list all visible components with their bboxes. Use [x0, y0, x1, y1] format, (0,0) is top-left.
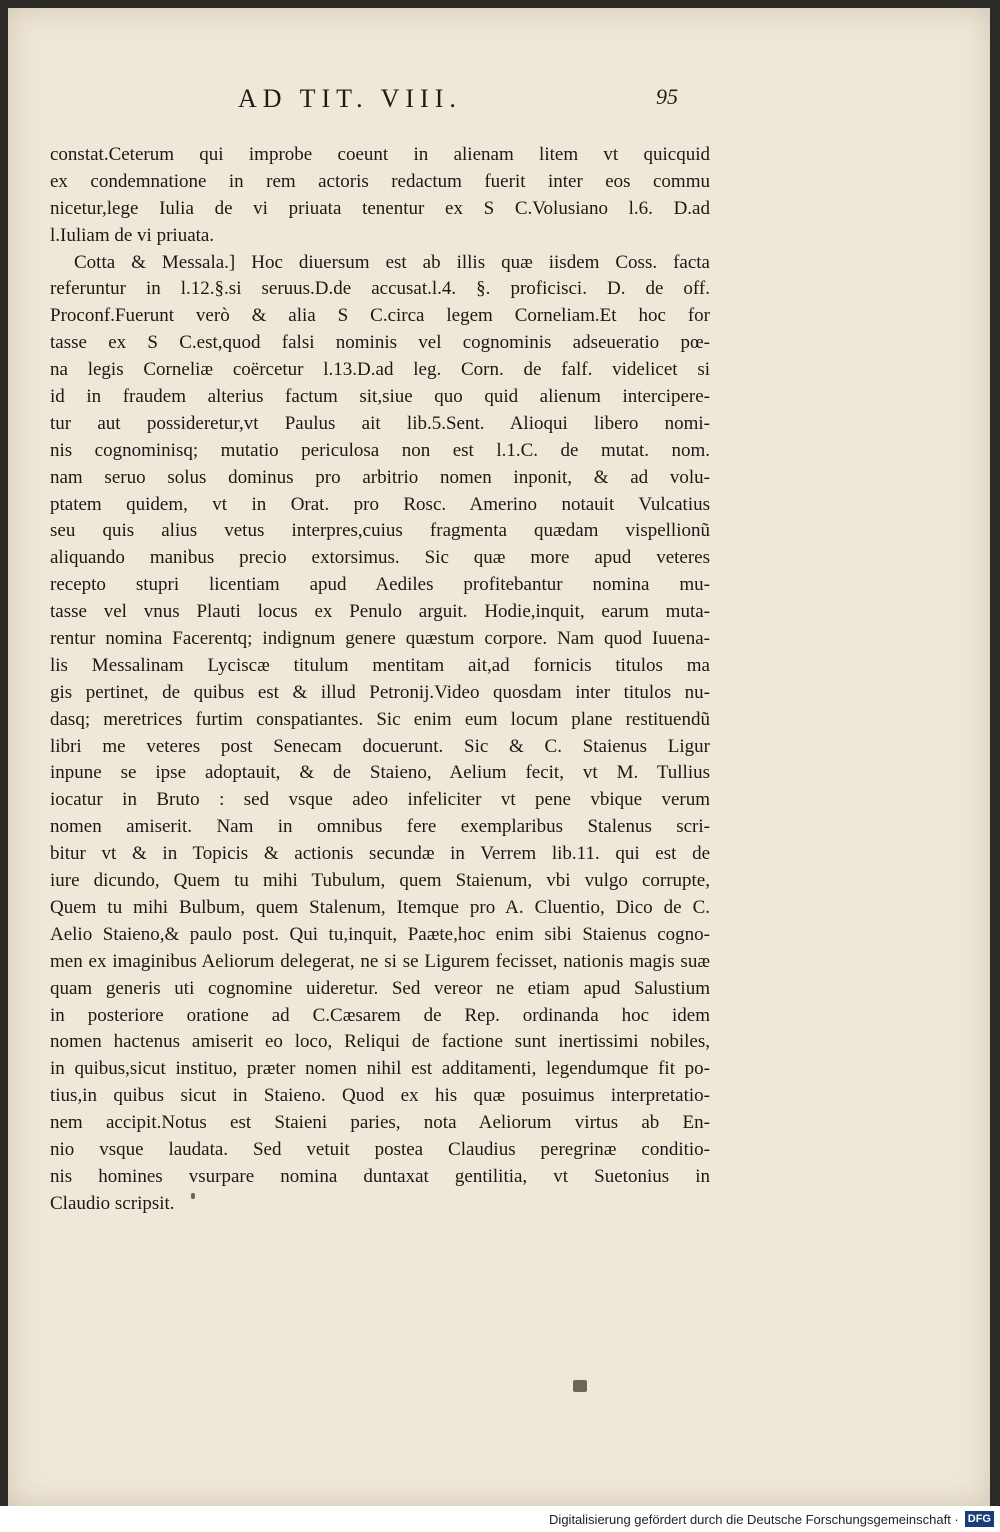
- text-line: nis homines vsurpare nomina duntaxat gentilitia, vt Suetonius in: [50, 1165, 710, 1187]
- dfg-logo: DFG: [965, 1511, 994, 1527]
- text-line: rentur nomina Facerentq; indignum genere quæstum corpore. Nam quod Iuuena-: [50, 628, 710, 650]
- running-head: AD TIT. VIII.: [238, 84, 462, 113]
- text-line: referuntur in l.12.§.si seruus.D.de accusat.l.4. §. proficisci. D. de off.: [50, 278, 710, 300]
- text-line: libri me veteres post Senecam docuerunt. Sic & C. Staienus Ligur: [50, 735, 710, 757]
- text-line: nio vsque laudata. Sed vetuit postea Claudius peregrinæ conditio-: [50, 1138, 710, 1160]
- text-line: men ex imaginibus Aeliorum delegerat, ne si se Ligurem fecisset, nationis magis suæ: [50, 950, 710, 972]
- text-line: Cotta & Messala.] Hoc diuersum est ab illis quæ iisdem Coss. facta: [74, 251, 710, 273]
- ink-mark: [573, 1380, 587, 1392]
- text-line: ptatem quidem, vt in Orat. pro Rosc. Amerino notauit Vulcatius: [50, 493, 710, 515]
- text-line: Quem tu mihi Bulbum, quem Stalenum, Itemque pro A. Cluentio, Dico de C.: [50, 896, 710, 918]
- text-line: in posteriore oratione ad C.Cæsarem de Rep. ordinanda hoc idem: [50, 1004, 710, 1026]
- text-line: id in fraudem alterius factum sit,siue quo quid alienum intercipere-: [50, 386, 710, 408]
- text-line: nis cognominisq; mutatio periculosa non est l.1.C. de mutat. nom.: [50, 439, 710, 461]
- text-line: l.Iuliam de vi priuata.: [50, 224, 215, 246]
- text-line: dasq; meretrices furtim conspatiantes. Sic enim eum locum plane restituendũ: [50, 708, 710, 730]
- text-line: iocatur in Bruto : sed vsque adeo infeliciter vt pene vbique verum: [50, 789, 710, 811]
- text-line: bitur vt & in Topicis & actionis secundæ in Verrem lib.11. qui est de: [50, 843, 710, 865]
- text-line: inpune se ipse adoptauit, & de Staieno, Aelium fecit, vt M. Tullius: [50, 762, 710, 784]
- body-text: [50, 142, 710, 1218]
- text-line: Proconf.Fuerunt verò & alia S C.circa legem Corneliam.Et hoc for: [50, 305, 710, 327]
- text-line: Claudio scripsit.: [50, 1192, 175, 1214]
- text-line: nem accipit.Notus est Staieni paries, nota Aeliorum virtus ab En-: [50, 1112, 710, 1134]
- text-line: in quibus,sicut instituo, præter nomen nihil est additamenti, legendumque fit po-: [50, 1058, 710, 1080]
- text-line: nam seruo solus dominus pro arbitrio nomen inponit, & ad volu-: [50, 466, 710, 488]
- page-number: 95: [656, 84, 678, 109]
- text-line: iure dicundo, Quem tu mihi Tubulum, quem Staienum, vbi vulgo corrupte,: [50, 870, 710, 892]
- text-line: constat.Ceterum qui improbe coeunt in alienam litem vt quicquid: [50, 144, 710, 165]
- text-line: Aelio Staieno,& paulo post. Qui tu,inquit, Paæte,hoc enim sibi Staienus cogno-: [50, 923, 710, 945]
- text-line: quam generis uti cognomine uideretur. Sed vereor ne etiam apud Salustium: [50, 977, 710, 999]
- text-line: nomen amiserit. Nam in omnibus fere exemplaribus Stalenus scri-: [50, 816, 710, 838]
- text-line: tius,in quibus sicut in Staieno. Quod ex his quæ posuimus interpretatio-: [50, 1085, 710, 1107]
- text-line: tasse ex S C.est,quod falsi nominis vel cognominis adseueratio pœ-: [50, 332, 710, 354]
- text-line: nomen hactenus amiserit eo loco, Reliqui de factione sunt inertissimi nobiles,: [50, 1031, 710, 1053]
- text-line: tur aut possideretur,vt Paulus ait lib.5.Sent. Alioqui libero nomi-: [50, 412, 710, 434]
- text-line: aliquando manibus precio extorsimus. Sic quæ more apud veteres: [50, 547, 710, 569]
- text-line: recepto stupri licentiam apud Aediles profitebantur nomina mu-: [50, 574, 710, 596]
- text-line: lis Messalinam Lyciscæ titulum mentitam ait,ad fornicis titulos ma: [50, 654, 710, 676]
- funding-notice: Digitalisierung gefördert durch die Deutsche Forschungsgemeinschaft ·: [549, 1511, 959, 1527]
- book-page: [8, 8, 990, 1506]
- digitization-footer: [0, 1506, 1000, 1532]
- ink-spot: [191, 1193, 195, 1199]
- text-line: gis pertinet, de quibus est & illud Petronij.Video quosdam inter titulos nu-: [50, 681, 710, 703]
- text-line: ex condemnatione in rem actoris redactum fuerit inter eos commu: [50, 170, 710, 192]
- text-line: tasse vel vnus Plauti locus ex Penulo arguit. Hodie,inquit, earum muta-: [50, 601, 710, 623]
- text-line: nicetur,lege Iulia de vi priuata tenentur ex S C.Volusiano l.6. D.ad: [50, 197, 710, 219]
- text-line: seu quis alius vetus interpres,cuius fragmenta quædam vispellionũ: [50, 520, 710, 542]
- text-line: na legis Corneliæ coërcetur l.13.D.ad leg. Corn. de falf. videlicet si: [50, 359, 710, 381]
